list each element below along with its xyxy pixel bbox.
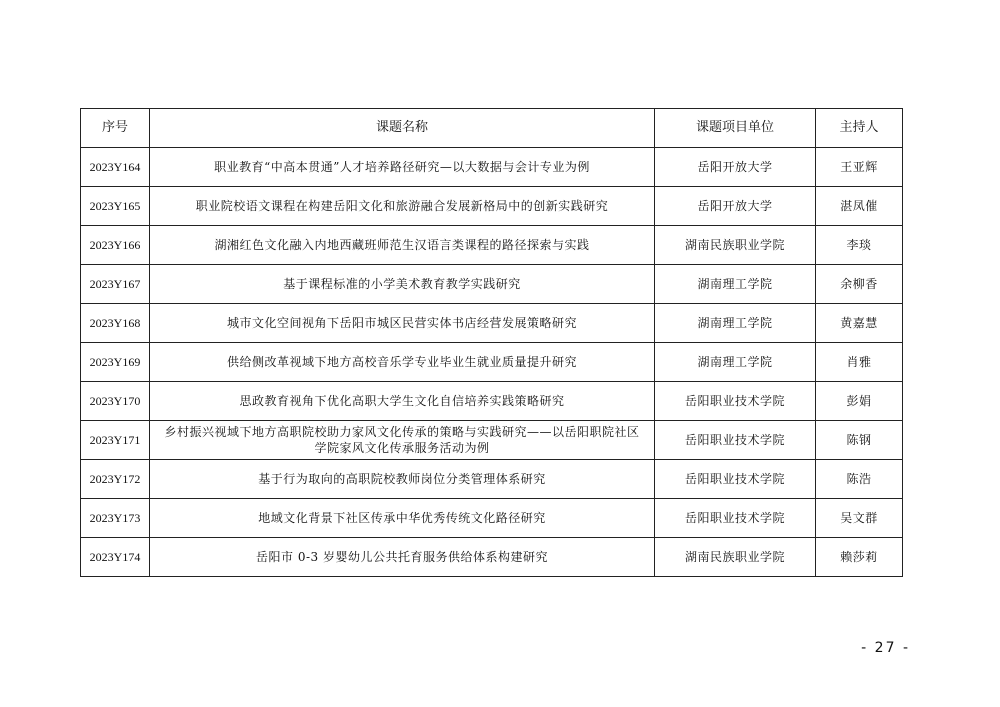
cell-id: 2023Y172 <box>81 460 150 499</box>
cell-host: 李琰 <box>816 226 903 265</box>
cell-title: 基于课程标准的小学美术教育教学实践研究 <box>150 265 655 304</box>
table-row <box>81 343 903 382</box>
cell-unit: 岳阳开放大学 <box>655 148 816 187</box>
cell-unit: 岳阳职业技术学院 <box>655 382 816 421</box>
table-row <box>81 538 903 577</box>
cell-host: 吴文群 <box>816 499 903 538</box>
cell-id: 2023Y166 <box>81 226 150 265</box>
cell-title: 岳阳市 0-3 岁婴幼儿公共托育服务供给体系构建研究 <box>150 538 655 577</box>
table-header-row <box>81 109 903 148</box>
cell-host: 湛凤催 <box>816 187 903 226</box>
table-row <box>81 304 903 343</box>
table-row <box>81 226 903 265</box>
cell-unit: 湖南民族职业学院 <box>655 226 816 265</box>
cell-host: 余柳香 <box>816 265 903 304</box>
project-table <box>80 108 903 577</box>
cell-unit: 岳阳职业技术学院 <box>655 499 816 538</box>
header-host: 主持人 <box>816 109 903 148</box>
table-row <box>81 460 903 499</box>
cell-title: 乡村振兴视域下地方高职院校助力家风文化传承的策略与实践研究——以岳阳职院社区学院家风文化传承服务活动为例 <box>150 421 655 460</box>
cell-title: 基于行为取向的高职院校教师岗位分类管理体系研究 <box>150 460 655 499</box>
table-row <box>81 382 903 421</box>
table-row <box>81 148 903 187</box>
cell-unit: 湖南民族职业学院 <box>655 538 816 577</box>
cell-title: 城市文化空间视角下岳阳市城区民营实体书店经营发展策略研究 <box>150 304 655 343</box>
cell-host: 彭娟 <box>816 382 903 421</box>
table-row <box>81 187 903 226</box>
cell-host: 王亚辉 <box>816 148 903 187</box>
cell-id: 2023Y168 <box>81 304 150 343</box>
cell-unit: 湖南理工学院 <box>655 265 816 304</box>
header-title: 课题名称 <box>150 109 655 148</box>
cell-id: 2023Y173 <box>81 499 150 538</box>
table-row <box>81 265 903 304</box>
cell-title: 地域文化背景下社区传承中华优秀传统文化路径研究 <box>150 499 655 538</box>
cell-id: 2023Y164 <box>81 148 150 187</box>
cell-title: 职业教育“中高本贯通”人才培养路径研究—以大数据与会计专业为例 <box>150 148 655 187</box>
page-number: - 27 - <box>861 640 910 656</box>
table-row <box>81 421 903 460</box>
header-id: 序号 <box>81 109 150 148</box>
cell-host: 陈浩 <box>816 460 903 499</box>
cell-unit: 岳阳职业技术学院 <box>655 421 816 460</box>
cell-id: 2023Y171 <box>81 421 150 460</box>
table-row <box>81 499 903 538</box>
cell-unit: 岳阳职业技术学院 <box>655 460 816 499</box>
cell-host: 黄嘉慧 <box>816 304 903 343</box>
cell-title: 思政教育视角下优化高职大学生文化自信培养实践策略研究 <box>150 382 655 421</box>
cell-title: 供给侧改革视域下地方高校音乐学专业毕业生就业质量提升研究 <box>150 343 655 382</box>
cell-id: 2023Y174 <box>81 538 150 577</box>
cell-title: 职业院校语文课程在构建岳阳文化和旅游融合发展新格局中的创新实践研究 <box>150 187 655 226</box>
header-unit: 课题项目单位 <box>655 109 816 148</box>
cell-host: 赖莎莉 <box>816 538 903 577</box>
cell-id: 2023Y167 <box>81 265 150 304</box>
cell-id: 2023Y170 <box>81 382 150 421</box>
cell-unit: 湖南理工学院 <box>655 304 816 343</box>
cell-host: 肖雅 <box>816 343 903 382</box>
cell-unit: 岳阳开放大学 <box>655 187 816 226</box>
cell-unit: 湖南理工学院 <box>655 343 816 382</box>
cell-id: 2023Y165 <box>81 187 150 226</box>
cell-host: 陈钢 <box>816 421 903 460</box>
cell-title: 湖湘红色文化融入内地西藏班师范生汉语言类课程的路径探索与实践 <box>150 226 655 265</box>
cell-id: 2023Y169 <box>81 343 150 382</box>
